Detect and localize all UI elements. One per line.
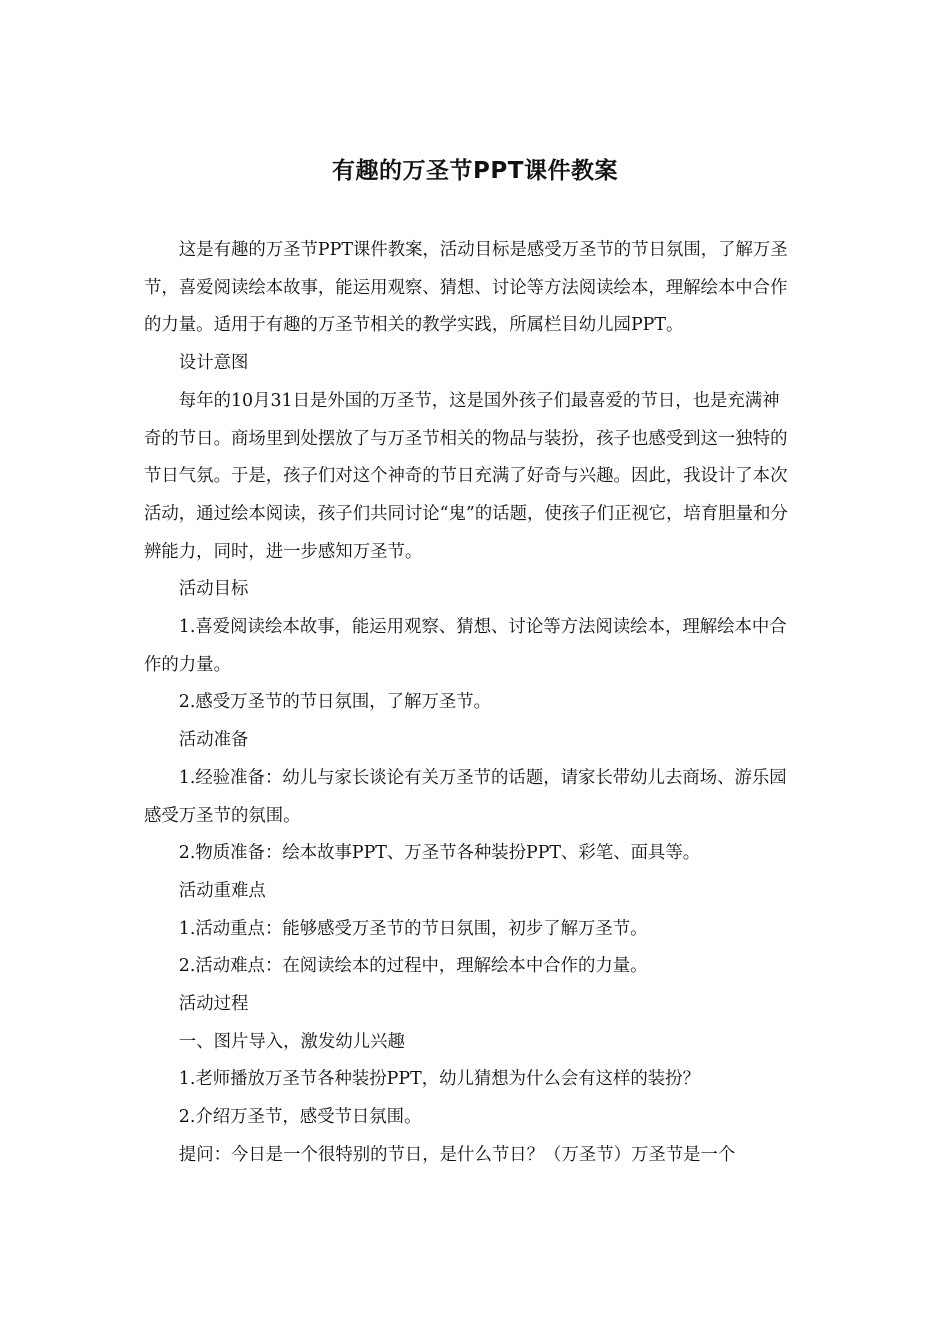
section-heading-process: 活动过程 [178, 994, 249, 1015]
preparation-item-1: 1.经验准备：幼儿与家长谈论有关万圣节的话题，请家长带幼儿去商场、游乐园感受万圣节的氛围。 [144, 767, 787, 826]
key-point-item-2: 2.活动难点：在阅读绘本的过程中，理解绘本中合作的力量。 [178, 956, 648, 977]
goal-item-1: 1.喜爱阅读绘本故事，能运用观察、猜想、讨论等方法阅读绘本，理解绘本中合作的力量。 [144, 617, 787, 675]
document-body [144, 232, 796, 1175]
process-item-2: 2.介绍万圣节，感受节日氛围。 [178, 1107, 422, 1128]
section-heading-goals: 活动目标 [178, 579, 249, 600]
process-step-heading: 一、图片导入，激发幼儿兴趣 [178, 1031, 405, 1052]
preparation-item-2: 2.物质准备：绘本故事PPT、万圣节各种装扮PPT、彩笔、面具等。 [178, 843, 701, 864]
intro-paragraph: 这是有趣的万圣节PPT课件教案，活动目标是感受万圣节的节日氛围，了解万圣节，喜爱阅读绘本故事，能运用观察、猜想、讨论等方法阅读绘本，理解绘本中合作的力量。适用于有趣的万圣节相关的教学实践，所属栏目幼儿园PPT。 [144, 240, 788, 336]
goal-item-2: 2.感受万圣节的节日氛围，了解万圣节。 [178, 692, 492, 713]
question-paragraph: 提问：今日是一个很特别的节日，是什么节日？（万圣节）万圣节是一个 [178, 1144, 736, 1165]
section-heading-preparation: 活动准备 [178, 730, 249, 751]
section-heading-design-intent: 设计意图 [178, 353, 249, 374]
section-heading-key-points: 活动重难点 [178, 880, 266, 901]
key-point-item-1: 1.活动重点：能够感受万圣节的节日氛围，初步了解万圣节。 [178, 918, 648, 939]
design-intent-paragraph: 每年的10月31日是外国的万圣节，这是国外孩子们最喜爱的节日，也是充满神奇的节日。商场里到处摆放了与万圣节相关的物品与装扮，孩子也感受到这一独特的节日气氛。于是，孩子们对这个神奇的节日充满了好奇与兴趣。因此，我设计了本次活动，通过绘本阅读，孩子们共同讨论“鬼”的话题，使孩子们正视它，培育胆量和分辨能力，同时，进一步感知万圣节。 [144, 390, 788, 562]
document-title: 有趣的万圣节PPT课件教案 [332, 158, 618, 184]
process-item-1: 1.老师播放万圣节各种装扮PPT，幼儿猜想为什么会有这样的装扮？ [178, 1069, 700, 1090]
